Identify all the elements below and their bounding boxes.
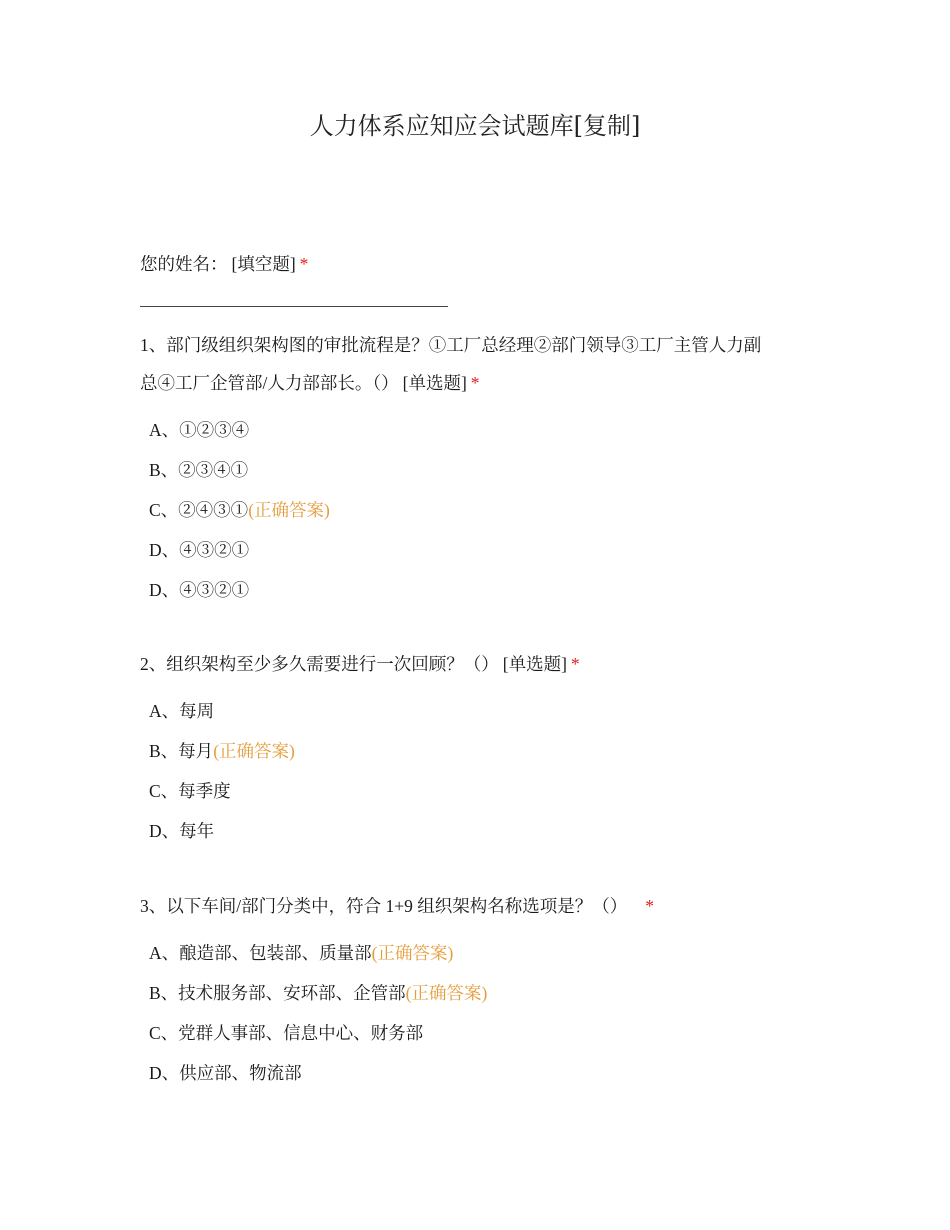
q3-option-d[interactable]: [149, 1061, 302, 1085]
correct-answer-mark: (正确答案): [213, 741, 295, 761]
correct-answer-mark: (正确答案): [371, 943, 454, 963]
q2-option-d[interactable]: [149, 819, 214, 843]
option-label: B、技术服务部、安环部、企管部: [149, 983, 406, 1003]
q2-option-a[interactable]: [149, 699, 214, 723]
required-marker: *: [299, 254, 309, 274]
question-1-line-2: [140, 364, 480, 402]
required-marker: *: [470, 373, 480, 393]
question-type-tag: [单选题]: [502, 654, 567, 674]
option-label: D、④③②①: [149, 540, 250, 560]
option-label: C、每季度: [149, 781, 231, 801]
q1-option-c[interactable]: [149, 498, 330, 522]
q3-option-a[interactable]: [149, 941, 453, 965]
required-marker: *: [645, 896, 654, 916]
option-label: D、供应部、物流部: [149, 1063, 302, 1083]
question-3-line: [140, 887, 654, 925]
option-label: B、每月: [149, 741, 214, 761]
q1-option-d[interactable]: [149, 538, 249, 562]
q2-option-b[interactable]: [149, 739, 295, 763]
question-2-line: [140, 645, 580, 683]
correct-answer-mark: (正确答案): [248, 500, 330, 520]
correct-answer-mark: (正确答案): [405, 983, 488, 1003]
option-label: A、①②③④: [149, 420, 250, 440]
question-3-text: 3、以下车间/部门分类中，符合 1+9 组织架构名称选项是？（）: [140, 896, 628, 916]
question-1-text: 1、部门级组织架构图的审批流程是？①工厂总经理②部门领导③工厂主管人力副: [140, 335, 762, 355]
option-label: A、每周: [149, 701, 215, 721]
page-title: 人力体系应知应会试题库[复制]: [309, 112, 641, 140]
name-question: [140, 245, 308, 283]
q3-option-b[interactable]: [149, 981, 487, 1005]
option-label: C、党群人事部、信息中心、财务部: [149, 1023, 424, 1043]
q1-option-a[interactable]: [149, 418, 249, 442]
name-input-line[interactable]: [140, 306, 448, 307]
q1-option-b[interactable]: [149, 458, 248, 482]
required-marker: *: [570, 654, 580, 674]
option-label: C、②④③①: [149, 500, 249, 520]
option-label: A、酿造部、包装部、质量部: [149, 943, 372, 963]
question-type-tag: [填空题]: [231, 254, 296, 274]
question-1-line-1: [140, 326, 761, 364]
question-1-text-cont: 总④工厂企管部/人力部部长。（）: [140, 373, 399, 393]
name-label: 您的姓名：: [140, 254, 228, 274]
option-label: D、每年: [149, 821, 215, 841]
option-label: D、④③②①: [149, 580, 250, 600]
question-type-tag: [单选题]: [402, 373, 467, 393]
option-label: B、②③④①: [149, 460, 249, 480]
q2-option-c[interactable]: [149, 779, 231, 803]
question-2-text: 2、组织架构至少多久需要进行一次回顾？（）: [140, 654, 499, 674]
q1-option-d-duplicate[interactable]: [149, 578, 249, 602]
q3-option-c[interactable]: [149, 1021, 423, 1045]
